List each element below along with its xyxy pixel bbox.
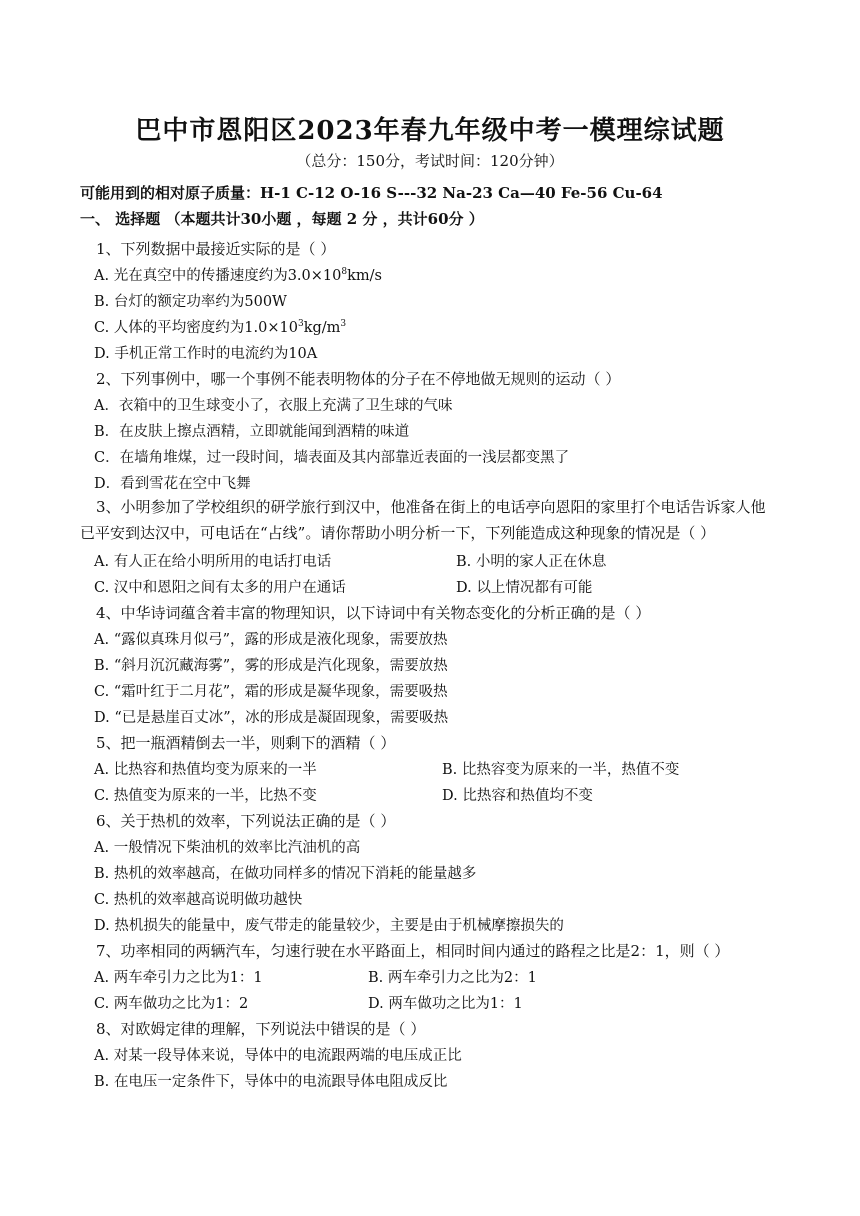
option-unit: kg/m xyxy=(303,320,341,336)
question-6-stem: 6、关于热机的效率，下列说法正确的是（ ） xyxy=(96,812,396,830)
question-5-option-c: C. 热值变为原来的一半，比热不变 xyxy=(94,788,317,804)
option-unit: km/s xyxy=(347,268,382,284)
question-4-option-b: B. “斜月沉沉藏海雾”，雾的形成是汽化现象，需要放热 xyxy=(94,658,448,674)
question-2-option-a: A．衣箱中的卫生球变小了，衣服上充满了卫生球的气味 xyxy=(94,398,453,414)
option-text: A. 光在真空中的传播速度约为3.0×10 xyxy=(94,268,342,284)
question-3-option-d: D. 以上情况都有可能 xyxy=(456,580,593,596)
question-6-option-b: B. 热机的效率越高，在做功同样多的情况下消耗的能量越多 xyxy=(94,866,477,882)
question-6-option-d: D. 热机损失的能量中，废气带走的能量较少，主要是由于机械摩擦损失的 xyxy=(94,918,564,934)
question-5-option-d: D. 比热容和热值均不变 xyxy=(442,788,593,804)
question-8-option-b: B. 在电压一定条件下，导体中的电流跟导体电阻成反比 xyxy=(94,1074,448,1090)
superscript: 3 xyxy=(340,319,347,329)
question-2-stem: 2、下列事例中，哪一个事例不能表明物体的分子在不停地做无规则的运动（ ） xyxy=(96,370,621,388)
question-3-stem: 3、小明参加了学校组织的研学旅行到汉中，他准备在街上的电话亭向恩阳的家里打个电话告诉家人他已平安到达汉中，可电话在“占线”。请你帮助小明分析一下，下列能造成这种现象的情况是（ ） xyxy=(80,498,766,542)
question-4-option-a: A. “露似真珠月似弓”，露的形成是液化现象，需要放热 xyxy=(94,632,448,648)
question-7-option-c: C. 两车做功之比为1：2 xyxy=(94,996,249,1012)
question-1-option-a xyxy=(94,264,382,285)
question-3-option-a: A. 有人正在给小明所用的电话打电话 xyxy=(94,554,332,570)
question-1-option-c xyxy=(94,316,346,337)
question-6-option-a: A. 一般情况下柴油机的效率比汽油机的高 xyxy=(94,840,361,856)
question-2-option-b: B．在皮肤上擦点酒精，立即就能闻到酒精的味道 xyxy=(94,424,410,440)
question-7-option-d: D. 两车做功之比为1：1 xyxy=(368,996,523,1012)
question-1-stem: 1、下列数据中最接近实际的是（ ） xyxy=(96,240,336,258)
question-2-option-d: D．看到雪花在空中飞舞 xyxy=(94,476,251,492)
question-2-option-c: C．在墙角堆煤，过一段时间，墙表面及其内部靠近表面的一浅层都变黑了 xyxy=(94,450,570,466)
question-7-option-a: A. 两车牵引力之比为1：1 xyxy=(94,970,263,986)
question-6-option-c: C. 热机的效率越高说明做功越快 xyxy=(94,892,303,908)
exam-subtitle: （总分：150分，考试时间：120分钟） xyxy=(296,152,564,170)
option-text: C. 人体的平均密度约为1.0×10 xyxy=(94,320,298,336)
question-7-stem: 7、功率相同的两辆汽车，匀速行驶在水平路面上，相同时间内通过的路程之比是2：1，则（ ） xyxy=(96,942,730,960)
section-heading: 一、 选择题 （本题共计30小题 ，每题 2 分 ，共计60分 ） xyxy=(80,210,484,228)
question-4-option-c: C. “霜叶红于二月花”，霜的形成是凝华现象，需要吸热 xyxy=(94,684,448,700)
question-5-option-a: A. 比热容和热值均变为原来的一半 xyxy=(94,762,317,778)
question-5-option-b: B. 比热容变为原来的一半，热值不变 xyxy=(442,762,680,778)
atomic-masses: 可能用到的相对原子质量：H-1 C-12 O-16 S---32 Na-23 Ca—40 Fe-56 Cu-64 xyxy=(80,184,663,202)
question-3-option-b: B. 小明的家人正在休息 xyxy=(456,554,607,570)
question-4-option-d: D. “已是悬崖百丈冰”，冰的形成是凝固现象，需要吸热 xyxy=(94,710,449,726)
question-8-stem: 8、对欧姆定律的理解，下列说法中错误的是（ ） xyxy=(96,1020,426,1038)
exam-title: 巴中市恩阳区2023年春九年级中考一模理综试题 xyxy=(135,116,725,146)
superscript: 3 xyxy=(297,319,304,329)
superscript: 8 xyxy=(341,267,348,277)
question-1-option-b: B. 台灯的额定功率约为500W xyxy=(94,294,287,310)
question-8-option-a: A. 对某一段导体来说，导体中的电流跟两端的电压成正比 xyxy=(94,1048,462,1064)
question-5-stem: 5、把一瓶酒精倒去一半，则剩下的酒精（ ） xyxy=(96,734,396,752)
question-1-option-d: D. 手机正常工作时的电流约为10A xyxy=(94,346,318,362)
question-7-option-b: B. 两车牵引力之比为2：1 xyxy=(368,970,537,986)
question-4-stem: 4、中华诗词蕴含着丰富的物理知识，以下诗词中有关物态变化的分析正确的是（ ） xyxy=(96,604,651,622)
question-3-option-c: C. 汉中和恩阳之间有太多的用户在通话 xyxy=(94,580,346,596)
